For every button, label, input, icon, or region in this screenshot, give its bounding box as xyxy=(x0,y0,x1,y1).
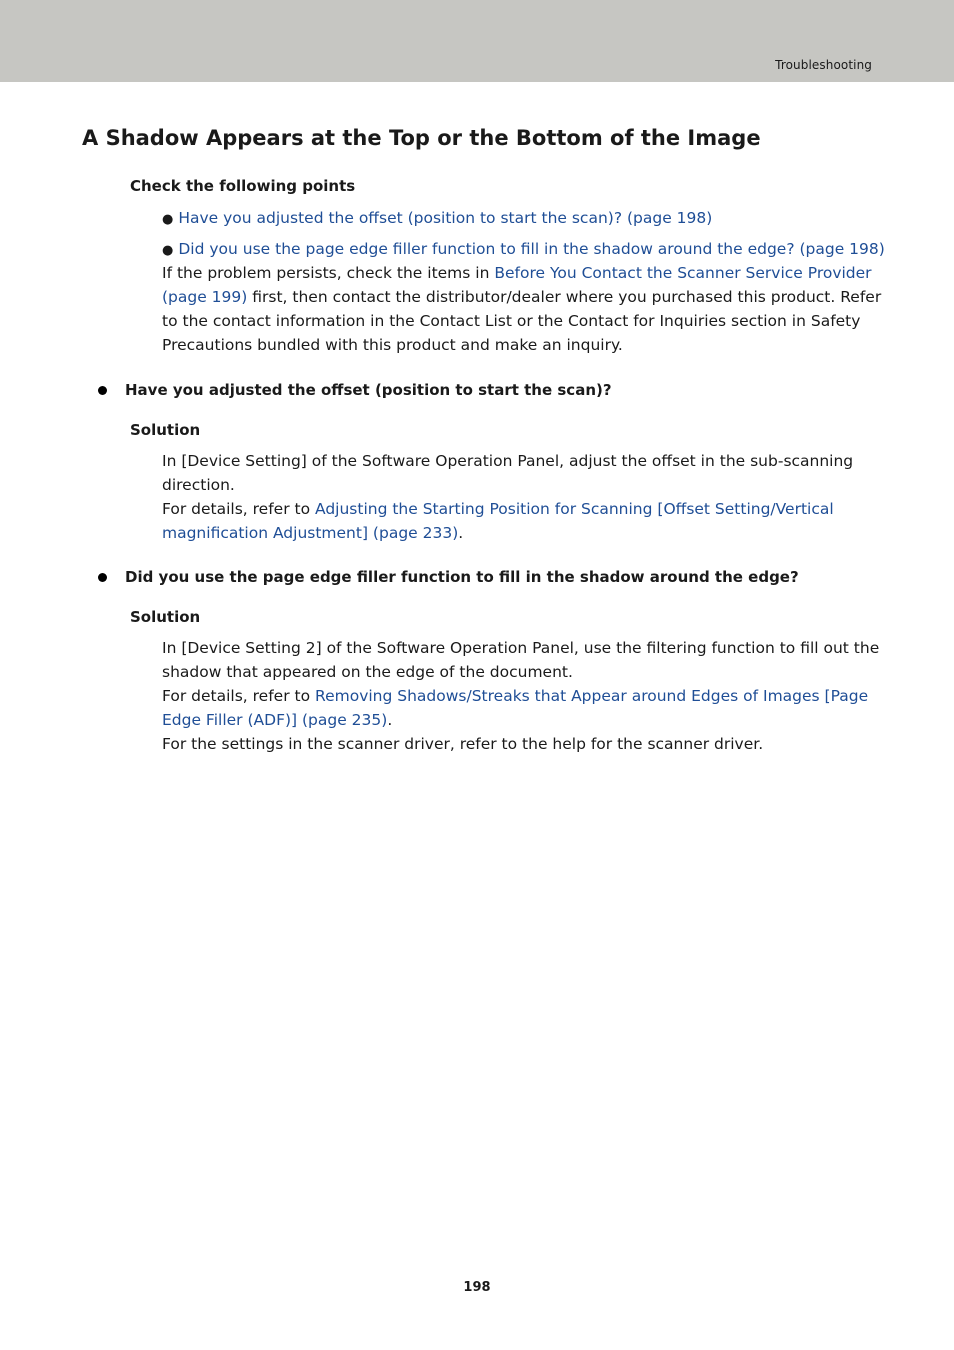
ref-suffix: . xyxy=(458,524,464,542)
solution-edge-driver-note: For the settings in the scanner driver, refer to the help for the scanner driver. xyxy=(162,735,764,753)
ref-prefix: For details, refer to xyxy=(162,500,315,518)
page-number: 198 xyxy=(463,1280,491,1295)
offset-setting-page-link[interactable]: magnification Adjustment] (page 233) xyxy=(162,524,459,542)
bullet-dot-icon: ● xyxy=(162,243,174,258)
offset-setting-link[interactable]: Adjusting the Starting Position for Scanning [Offset Setting/Vertical xyxy=(315,500,834,518)
solution-edge-line-2: shadow that appeared on the edge of the document. xyxy=(162,663,573,681)
persist-text: first, then contact the distributor/dealer where you purchased this product. Refer xyxy=(247,288,882,306)
persist-line-3: to the contact information in the Contact List or the Contact for Inquiries section in Safety xyxy=(162,312,861,330)
page-edge-filler-link[interactable]: Removing Shadows/Streaks that Appear around Edges of Images [Page xyxy=(315,687,869,705)
contact-provider-page-link[interactable]: (page 199) xyxy=(162,288,248,306)
question-offset-heading: Have you adjusted the offset (position to start the scan)? xyxy=(125,381,612,399)
question-bullet-icon xyxy=(98,573,107,582)
solution-offset-ref-line-2 xyxy=(162,521,463,545)
contact-provider-link[interactable]: Before You Contact the Scanner Service Provider xyxy=(494,264,872,282)
solution-label: Solution xyxy=(130,608,201,626)
page-edge-filler-page-link[interactable]: Edge Filler (ADF)] (page 235) xyxy=(162,711,388,729)
question-bullet-icon xyxy=(98,386,107,395)
persist-line-1 xyxy=(162,261,872,285)
check-item-offset-link[interactable]: Have you adjusted the offset (position to start the scan)? (page 198) xyxy=(178,209,713,227)
solution-label: Solution xyxy=(130,421,201,439)
solution-offset-ref-line-1 xyxy=(162,497,834,521)
solution-offset-line-2: direction. xyxy=(162,476,235,494)
page-title: A Shadow Appears at the Top or the Bottom of the Image xyxy=(82,126,761,150)
check-item-edge-filler[interactable] xyxy=(162,237,885,263)
solution-offset-line-1: In [Device Setting] of the Software Operation Panel, adjust the offset in the sub-scanning xyxy=(162,452,854,470)
solution-edge-ref-line-1 xyxy=(162,684,868,708)
persist-line-4: Precautions bundled with this product and make an inquiry. xyxy=(162,336,623,354)
bullet-dot-icon: ● xyxy=(162,212,174,227)
solution-edge-ref-line-2 xyxy=(162,708,392,732)
persist-line-2 xyxy=(162,285,881,309)
question-edge-filler-heading: Did you use the page edge filler function to fill in the shadow around the edge? xyxy=(125,568,799,586)
ref-suffix: . xyxy=(387,711,393,729)
check-item-edge-filler-link[interactable]: Did you use the page edge filler function to fill in the shadow around the edge? (page 198) xyxy=(178,240,885,258)
check-item-offset[interactable] xyxy=(162,206,712,232)
ref-prefix: For details, refer to xyxy=(162,687,315,705)
solution-edge-line-1: In [Device Setting 2] of the Software Operation Panel, use the filtering function to fill out the xyxy=(162,639,880,657)
check-points-label: Check the following points xyxy=(130,177,356,195)
persist-text: If the problem persists, check the items in xyxy=(162,264,495,282)
header-section-label: Troubleshooting xyxy=(775,58,872,72)
